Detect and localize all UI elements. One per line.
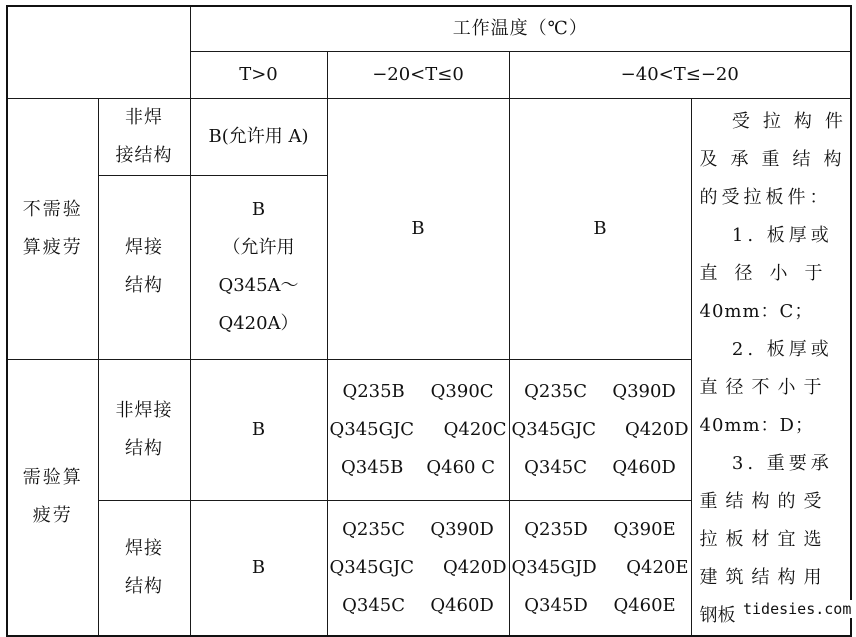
steel-grade-table	[6, 5, 856, 637]
temp-range-label: −20<T≤0	[372, 63, 464, 85]
category-label-line: 不需验	[22, 198, 83, 220]
structure-non-welded	[98, 359, 190, 501]
grade-pair-row	[510, 449, 691, 487]
category-label-line: 算疲劳	[22, 236, 83, 258]
grade-cell	[190, 175, 327, 359]
temp-range-minus20-0	[327, 51, 509, 98]
note-line: 受拉构件	[731, 110, 856, 132]
note-line: 建筑结构用	[699, 566, 830, 588]
structure-label-line: 结构	[125, 275, 163, 296]
structure-label-line: 焊接	[125, 237, 163, 258]
grade-text: B	[411, 217, 425, 239]
grade-text: Q420D	[442, 556, 507, 578]
grade-list-cell	[327, 501, 509, 636]
grade-pair-row	[510, 549, 691, 587]
grade-text: Q345GJC	[329, 418, 414, 440]
grade-pair-row	[328, 411, 509, 449]
grade-cell	[190, 98, 327, 175]
grade-text: Q345GJC	[329, 556, 414, 578]
structure-welded	[98, 175, 190, 359]
note-line: 3. 重要承	[731, 452, 833, 474]
grade-pair-row	[328, 587, 509, 625]
temp-range-label: T>0	[239, 63, 278, 85]
grade-text: B	[251, 199, 266, 220]
grade-cell-merged	[327, 98, 509, 359]
structure-label-line: 焊接	[125, 537, 163, 559]
grade-text: Q460D	[430, 594, 494, 616]
category-label-line: 疲劳	[32, 505, 73, 526]
grade-text: Q345GJC	[511, 418, 596, 440]
note-line: 2. 板厚或	[731, 338, 833, 360]
temp-range-minus40-minus20	[509, 51, 851, 98]
note-line: 直径不小于	[699, 376, 830, 398]
grade-text: Q235C	[524, 380, 588, 402]
grade-text: Q345GJD	[511, 556, 597, 578]
grade-text: Q420A）	[218, 313, 299, 334]
grade-text: Q460 C	[426, 456, 495, 478]
grade-pair-row	[510, 511, 691, 549]
category-no-fatigue-check	[7, 98, 98, 359]
structure-welded	[98, 501, 190, 636]
grade-pair-row	[328, 449, 509, 487]
working-temperature-header: 工作温度（℃）	[190, 6, 851, 51]
grade-text: Q460E	[613, 594, 676, 616]
grade-pair-row	[328, 373, 509, 411]
grade-text: Q420D	[624, 418, 689, 440]
grade-cell	[190, 501, 327, 636]
note-line: 重结构的受	[699, 490, 830, 512]
grade-pair-row	[510, 373, 691, 411]
note-line: 钢板	[699, 604, 736, 626]
note-line: 及承重结构	[699, 148, 855, 170]
structure-non-welded	[98, 98, 190, 175]
grade-text: Q390E	[613, 518, 676, 540]
grade-text: B	[251, 556, 266, 578]
notes-cell	[691, 98, 856, 636]
category-fatigue-check-required	[7, 359, 98, 636]
category-label-line: 需验算	[22, 467, 83, 488]
structure-label-line: 结构	[125, 437, 163, 459]
note-line: 40mm：C；	[699, 300, 814, 322]
grade-text: B	[593, 217, 607, 239]
structure-label-line: 接结构	[115, 144, 173, 166]
grade-text: B	[251, 418, 266, 440]
grade-text: Q390C	[430, 380, 494, 402]
note-line: 40mm：D；	[699, 414, 814, 436]
grade-text: Q235D	[524, 518, 588, 540]
grade-pair-row	[510, 411, 691, 449]
grade-text: Q235B	[342, 380, 405, 402]
structure-label-line: 非焊接	[115, 399, 173, 421]
grade-cell	[190, 359, 327, 501]
grade-pair-row	[328, 549, 509, 587]
temp-range-label: −40<T≤−20	[620, 63, 739, 85]
grade-text: Q345B	[341, 456, 404, 478]
note-line: 直径小于	[699, 262, 840, 284]
grade-list-cell	[509, 359, 691, 501]
grade-pair-row	[510, 587, 691, 625]
temp-range-t-gt-0	[190, 51, 327, 98]
grade-pair-row	[328, 511, 509, 549]
note-line: 1. 板厚或	[731, 224, 833, 246]
structure-label-line: 非焊	[125, 106, 163, 128]
grade-text: Q420C	[443, 418, 507, 440]
grade-list-cell	[509, 501, 691, 636]
grade-text: Q345A～	[218, 275, 299, 296]
grade-list-cell	[327, 359, 509, 501]
corner-cell	[7, 6, 190, 98]
watermark: tidesies.com	[743, 600, 852, 618]
note-line: 拉板材宜选	[699, 528, 830, 550]
grade-text: B(允许用 A)	[208, 125, 309, 147]
grade-cell-merged	[509, 98, 691, 359]
grade-text: Q235C	[342, 518, 406, 540]
grade-text: Q390D	[430, 518, 494, 540]
grade-text: Q460D	[612, 456, 676, 478]
note-line: 的受拉板件：	[699, 186, 832, 208]
grade-text: （允许用	[222, 237, 295, 258]
structure-label-line: 结构	[125, 575, 163, 597]
grade-text: Q345C	[342, 594, 406, 616]
grade-text: Q345D	[524, 594, 588, 616]
grade-text: Q390D	[612, 380, 676, 402]
grade-text: Q345C	[524, 456, 588, 478]
grade-text: Q420E	[626, 556, 689, 578]
